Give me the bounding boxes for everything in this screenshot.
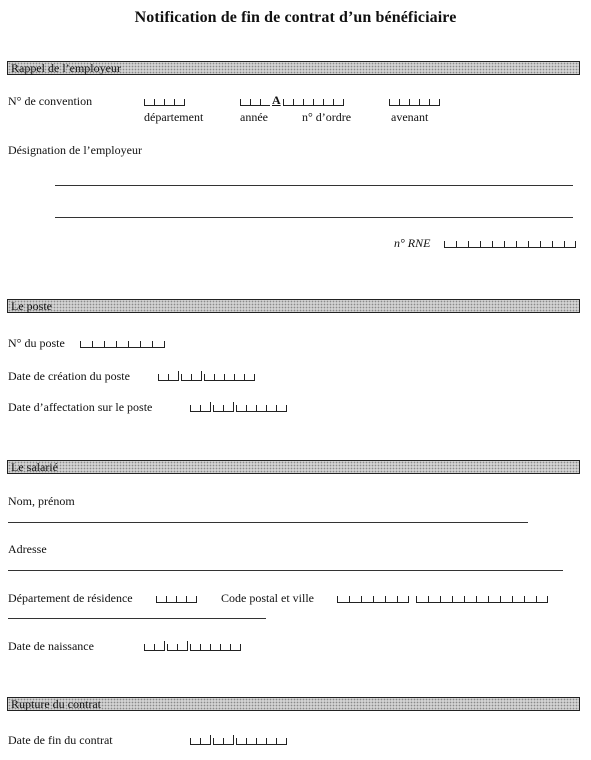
convention-annee-caption: année <box>240 110 268 124</box>
cp-ville-label: Code postal et ville <box>221 591 314 605</box>
nom-prenom-line[interactable] <box>8 522 528 523</box>
rne-boxes[interactable] <box>444 237 576 248</box>
affectation-date-boxes[interactable] <box>190 401 287 412</box>
fin-contrat-date-boxes[interactable] <box>190 734 287 745</box>
section-header-poste: Le poste <box>7 299 580 313</box>
form-title: Notification de fin de contrat d’un bénéficiaire <box>134 9 457 26</box>
adresse-line[interactable] <box>8 570 563 571</box>
departement-residence-label: Département de résidence <box>8 591 133 605</box>
code-postal-boxes[interactable] <box>337 592 409 603</box>
naissance-date-boxes[interactable] <box>144 640 241 651</box>
convention-label: N° de convention <box>8 94 93 108</box>
rne-label: n° RNE <box>394 236 431 250</box>
section-header-employeur: Rappel de l’employeur <box>7 61 580 75</box>
section-header-salarie: Le salarié <box>7 460 580 474</box>
nom-prenom-label: Nom, prénom <box>8 494 75 508</box>
designation-line-2[interactable] <box>55 217 573 218</box>
adresse-label: Adresse <box>8 542 47 556</box>
creation-date-boxes[interactable] <box>158 370 255 381</box>
convention-departement-boxes[interactable] <box>144 95 185 106</box>
ville-line[interactable] <box>8 618 266 619</box>
convention-annee-boxes[interactable] <box>240 95 344 106</box>
ville-boxes[interactable] <box>416 592 548 603</box>
convention-avenant-boxes[interactable] <box>389 95 440 106</box>
departement-residence-boxes[interactable] <box>156 592 197 603</box>
fin-contrat-label: Date de fin du contrat <box>8 733 113 747</box>
creation-label: Date de création du poste <box>8 369 130 383</box>
numero-poste-label: N° du poste <box>8 336 65 350</box>
numero-poste-boxes[interactable] <box>80 337 165 348</box>
convention-avenant-caption: avenant <box>391 110 429 124</box>
convention-a-letter: A <box>272 93 281 107</box>
naissance-label: Date de naissance <box>8 639 94 653</box>
designation-line-1[interactable] <box>55 185 573 186</box>
convention-departement-caption: département <box>144 110 204 124</box>
designation-label: Désignation de l’employeur <box>8 143 142 157</box>
affectation-label: Date d’affectation sur le poste <box>8 400 153 414</box>
convention-ordre-caption: n° d’ordre <box>302 110 352 124</box>
section-header-rupture: Rupture du contrat <box>7 697 580 711</box>
